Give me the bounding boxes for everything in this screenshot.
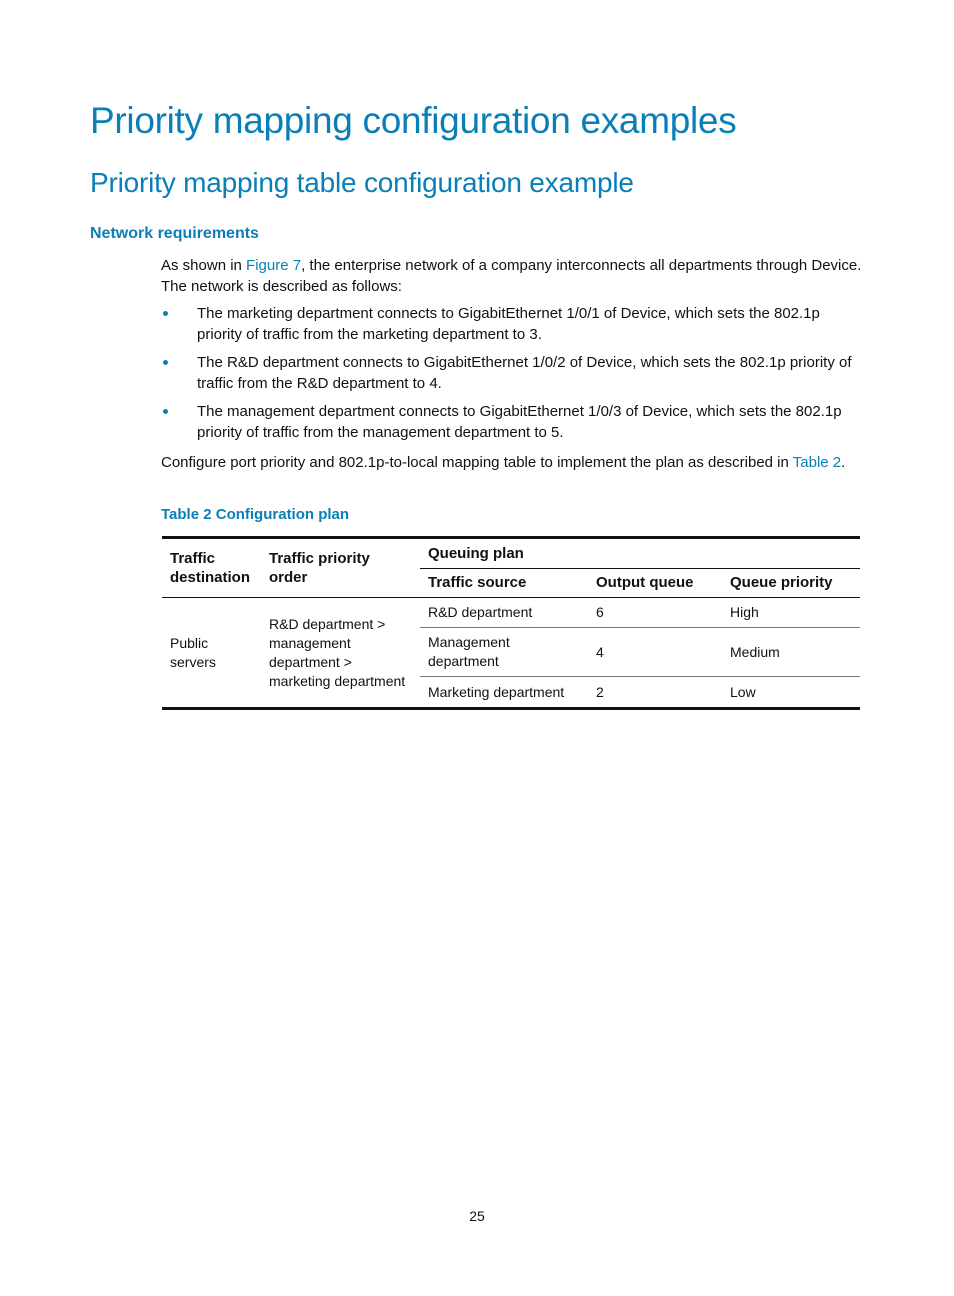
intro-text-suffix: , the enterprise network of a company interconnects all departments through Device. The network is described as follows: (161, 257, 862, 295)
cell-source: Marketing department (428, 683, 565, 700)
header-output-queue: Output queue (596, 574, 694, 592)
header-queuing-plan: Queuing plan (420, 538, 860, 569)
table-2-link[interactable]: Table 2 (792, 454, 842, 471)
config-paragraph (161, 452, 865, 473)
cell-priority: Medium (730, 643, 780, 660)
bullet-icon (163, 409, 168, 414)
cell-priority: Low (730, 683, 756, 700)
subsection-title: Network requirements (90, 225, 259, 242)
requirements-list (161, 303, 865, 443)
bullet-icon (163, 360, 168, 365)
intro-paragraph (161, 255, 865, 297)
page-number: 25 (469, 1208, 485, 1224)
list-item (161, 352, 865, 394)
header-queue-priority: Queue priority (730, 574, 833, 592)
header-traffic-source: Traffic source (428, 574, 527, 592)
cell-queue: 4 (596, 643, 604, 660)
body-content (161, 255, 865, 473)
cell-source: R&D department (428, 604, 533, 620)
configuration-plan-table (162, 536, 860, 710)
list-item (161, 303, 865, 345)
config-text-prefix: Configure port priority and 802.1p-to-local mapping table to implement the plan as described in (161, 454, 793, 471)
table-caption: Table 2 Configuration plan (161, 506, 350, 523)
list-item-text: The R&D department connects to GigabitEthernet 1/0/2 of Device, which sets the 802.1p priority of traffic from the R&D department to 4. (197, 354, 852, 392)
figure-7-link[interactable]: Figure 7 (246, 257, 302, 274)
cell-source: Management department (428, 634, 510, 669)
list-item-text: The management department connects to GigabitEthernet 1/0/3 of Device, which sets the 802.1p priority of traffic from the management department to 5. (197, 403, 842, 441)
cell-priority: High (730, 604, 759, 620)
cell-priority-order: R&D department > management department > marketing department (261, 598, 420, 709)
section-title: Priority mapping table configuration example (90, 167, 634, 198)
header-traffic-priority-order: Traffic priority order (261, 538, 420, 598)
cell-queue: 2 (596, 683, 604, 700)
list-item-text: The marketing department connects to GigabitEthernet 1/0/1 of Device, which sets the 802.1p priority of traffic from the marketing department to 3. (197, 305, 820, 343)
config-text-suffix: . (841, 454, 846, 471)
cell-destination: Public servers (162, 598, 261, 709)
intro-text-prefix: As shown in (161, 257, 247, 274)
bullet-icon (163, 311, 168, 316)
list-item (161, 401, 865, 443)
page-title: Priority mapping configuration examples (90, 100, 737, 141)
header-traffic-destination: Traffic destination (162, 538, 261, 598)
cell-queue: 6 (596, 604, 604, 620)
